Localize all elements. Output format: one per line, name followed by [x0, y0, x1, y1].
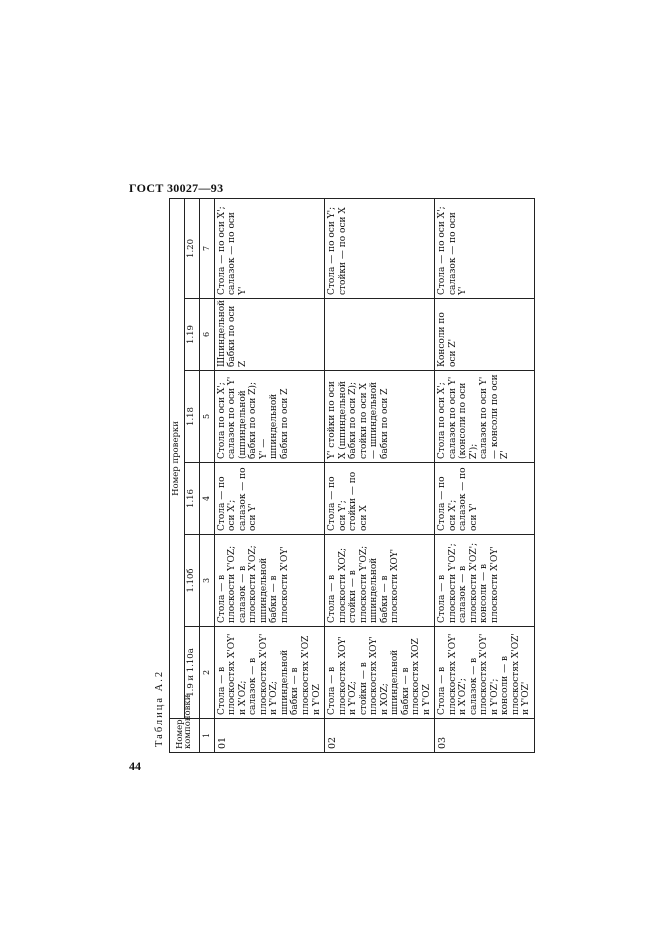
table-cell: Стола — по оси Y'; стойки — по оси X	[325, 198, 435, 298]
check-number-header: 1.9 и 1.10а	[184, 627, 199, 719]
table-row	[325, 198, 435, 752]
table-cell: Консоли по оси Z'	[435, 299, 535, 371]
table-cell	[325, 299, 435, 371]
table-cell: Y' стойки по оси X (шпиндельной бабки по оси Z); стойки по оси X — шпиндельной бабки по оси Z	[325, 371, 435, 463]
table-cell: Стола по оси X'; салазок по оси Y' (консоли по оси Z'); салазок по оси Y' — консоли по оси Z'	[435, 371, 535, 463]
column-index: 5	[199, 371, 214, 463]
check-number-group-header: Номер проверки	[170, 198, 185, 718]
table-cell: Стола — по оси X'; салазок — по оси Y'	[214, 463, 324, 535]
column-index: 1	[199, 719, 214, 753]
table-cell: Стола — в плоскостях XOY' и Y'OZ; стойки — в плоскостях XOY' и XOZ; шпиндельной бабки — в плоскостях XOZ и Y'OZ	[325, 627, 435, 719]
check-number-row	[184, 198, 199, 752]
check-number-header: 1.19	[184, 299, 199, 371]
check-number-header: 1.18	[184, 371, 199, 463]
check-table	[169, 198, 535, 753]
check-number-header: 1.20	[184, 198, 199, 298]
column-index-row	[199, 198, 214, 752]
table-cell: Стола — в плоскости XOZ; стойки — в плоскости Y'OZ; шпиндельной бабки — в плоскости XOY'	[325, 535, 435, 627]
check-number-header: 1.10б	[184, 535, 199, 627]
table-cell: Стола — в плоскости Y'OZ'; салазок — в плоскости X'OZ'; консоли — в плоскости X'OY'	[435, 535, 535, 627]
column-index: 3	[199, 535, 214, 627]
rotated-table-block	[154, 199, 532, 753]
table-cell: Стола — в плоскости Y'OZ; салазок — в плоскости X'OZ; шпиндельной бабки — в плоскости X'OY'	[214, 535, 324, 627]
column-index: 2	[199, 627, 214, 719]
table-row	[214, 198, 324, 752]
page-number: 44	[129, 759, 141, 773]
table-cell: Стола — по оси X'; салазок — по оси Y'	[214, 198, 324, 298]
table-cell: Стола — в плоскостях X'OY' и X'OZ'; салазок — в плоскостях X'OY' и Y'OZ'; консоли — в плоскостях X'OZ' и Y'OZ'	[435, 627, 535, 719]
table-cell: Стола — по оси Y'; стойки — по оси X	[325, 463, 435, 535]
table-cell: Стола — по оси X'; салазок — по оси Y'	[435, 198, 535, 298]
table-cell: Шпиндельной бабки по оси Z	[214, 299, 324, 371]
layout-number: 03	[435, 719, 535, 753]
table-row	[435, 198, 535, 752]
column-index: 6	[199, 299, 214, 371]
table-header-row	[170, 198, 185, 752]
check-number-header: 1.16	[184, 463, 199, 535]
document-header: ГОСТ 30027—93	[129, 181, 224, 195]
layout-number-header: Номер компоновки	[170, 719, 200, 753]
table-cell: Стола по оси X'; салазок по оси Y' (шпиндельной бабки по оси Z); Y' — шпиндельной бабки по оси Z	[214, 371, 324, 463]
layout-number: 01	[214, 719, 324, 753]
table-cell: Стола — в плоскостях X'OY' и X'OZ; салазок — в плоскостях X'OY' и Y'OZ; шпиндельной бабки — в плоскостях X'OZ и Y'OZ	[214, 627, 324, 719]
table-cell: Стола — по оси X'; салазок — по оси Y'	[435, 463, 535, 535]
column-index: 7	[199, 198, 214, 298]
column-index: 4	[199, 463, 214, 535]
table-caption: Таблица А.2	[154, 669, 165, 747]
layout-number: 02	[325, 719, 435, 753]
